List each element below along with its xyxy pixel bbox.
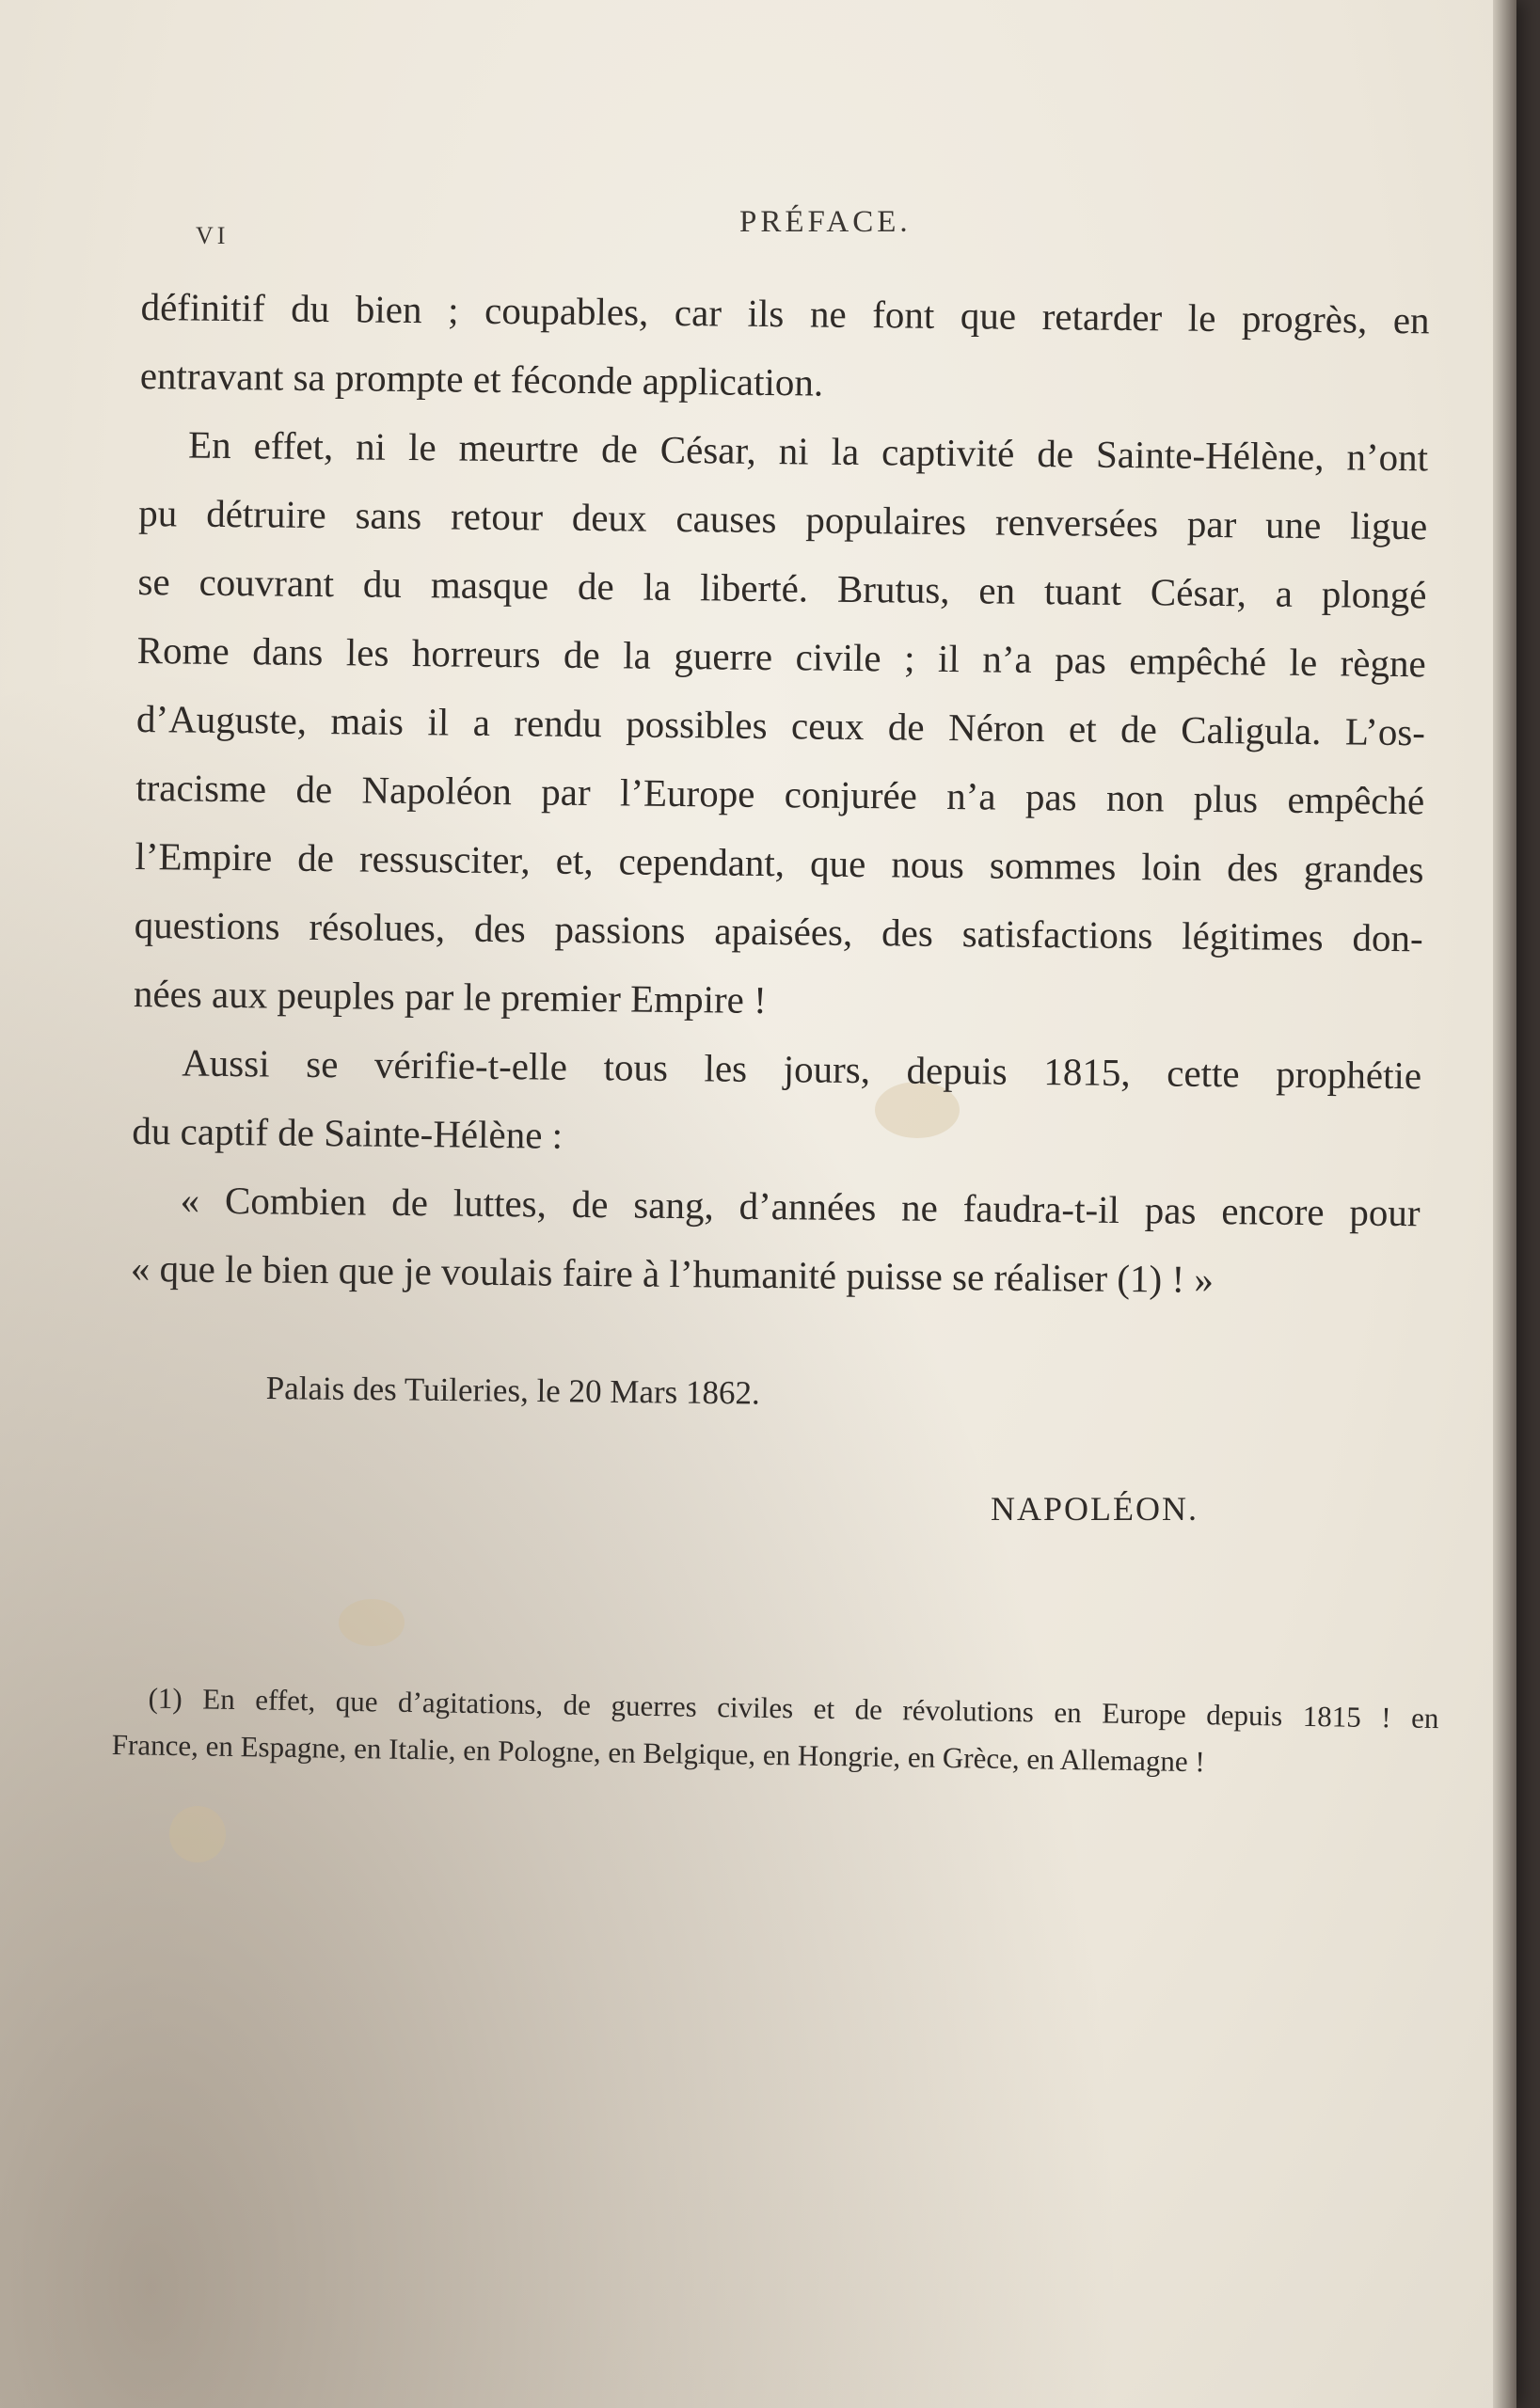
text-line: définitif du bien ; coupables, car ils ne font que retarder le progrès, en <box>140 284 1430 342</box>
body-text <box>131 273 1430 1316</box>
running-head: PRÉFACE. <box>739 205 912 239</box>
page-number: VI <box>196 222 230 249</box>
text-line: pu détruire sans retour deux causes populaires renversées par une ligue <box>138 490 1428 548</box>
foxing-spot <box>339 1599 405 1646</box>
text-line: du captif de Sainte-Hélène : <box>132 1108 564 1157</box>
footnote <box>111 1674 1438 1789</box>
text-line: d’Auguste, mais il a rendu possibles ceux de Néron et de Caligula. L’os- <box>135 696 1426 754</box>
signature: NAPOLÉON. <box>991 1490 1199 1528</box>
text-line: se couvrant du masque de la liberté. Brutus, en tuant César, a plongé <box>137 559 1427 617</box>
paragraph <box>134 410 1429 1041</box>
footnote-line: (1) En effet, que d’agitations, de guerres civiles et de révolutions en Europe depuis 1815 ! en <box>148 1681 1439 1735</box>
text-line: En effet, ni le meurtre de César, ni la captivité de Sainte-Hélène, n’ont <box>187 422 1429 480</box>
text-line: questions résolues, des passions apaisées, des satisfactions légitimes don- <box>134 902 1423 960</box>
footnote-line: France, en Espagne, en Italie, en Pologne, en Belgique, en Hongrie, en Grèce, en Allemagne ! <box>111 1727 1206 1779</box>
quotation <box>131 1165 1421 1316</box>
page-edge <box>1493 0 1516 2408</box>
quote-line: « Combien de luttes, de sang, d’années ne faudra-t-il pas encore pour <box>180 1178 1421 1235</box>
date-line: Palais des Tuileries, le 20 Mars 1862. <box>265 1370 760 1412</box>
paragraph <box>132 1028 1421 1179</box>
text-line: nées aux peuples par le premier Empire ! <box>133 971 767 1022</box>
text-line: entravant sa prompte et féconde application. <box>139 353 824 404</box>
foxing-spot <box>169 1806 226 1862</box>
text-line: Rome dans les horreurs de la guerre civile ; il n’a pas empêché le règne <box>136 627 1426 686</box>
text-line: Aussi se vérifie-t-elle tous les jours, depuis 1815, cette prophétie <box>181 1040 1422 1098</box>
text-line: l’Empire de ressusciter, et, cependant, que nous sommes loin des grandes <box>135 833 1424 892</box>
quote-line: « que le bien que je voulais faire à l’humanité puisse se réaliser (1) ! » <box>130 1245 1215 1301</box>
page-header <box>0 199 1516 256</box>
paragraph <box>139 273 1429 423</box>
text-line: tracisme de Napoléon par l’Europe conjurée n’a pas non plus empêché <box>135 765 1425 823</box>
